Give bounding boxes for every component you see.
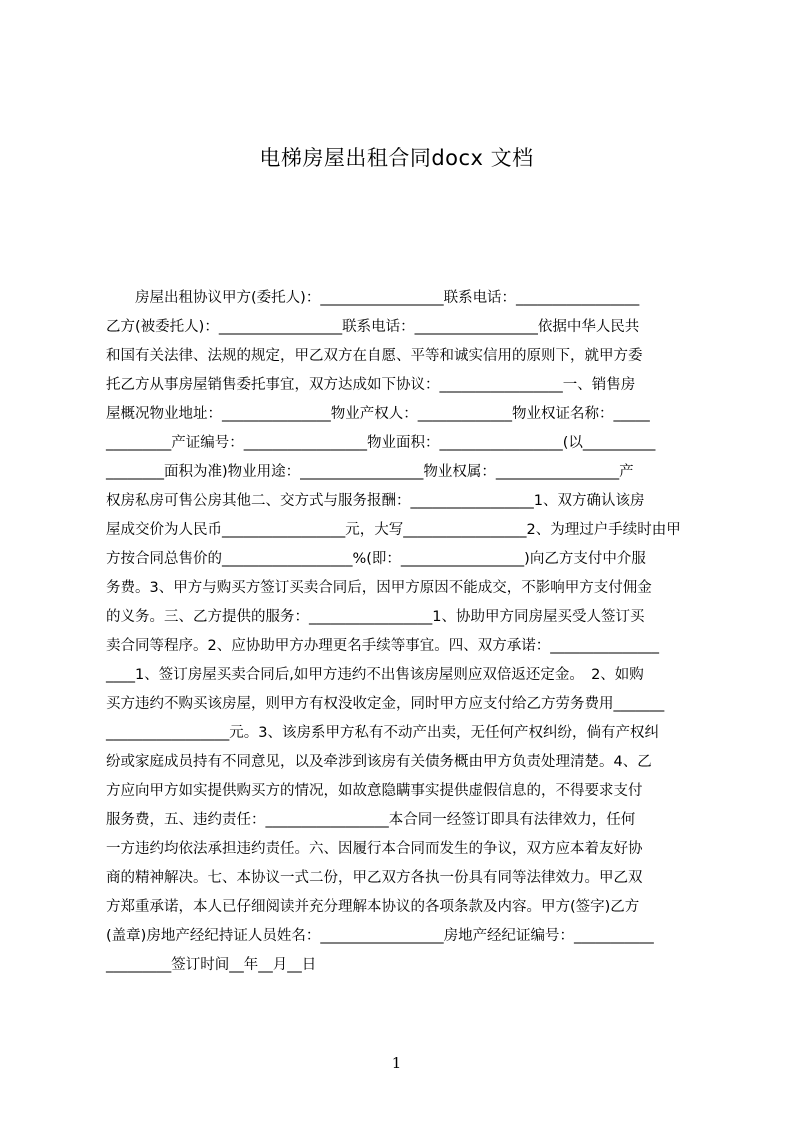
body-line: 务费。3、甲方与购买方签订买卖合同后，因甲方原因不能成交，不影响甲方支付佣金 [106,580,652,596]
body-line: ________面积为准)物业用途：_________________物业权属：_________________产 [106,464,634,480]
page-title: 电梯房屋出租合同docx 文档 [259,146,534,170]
body-line: 卖合同等程序。2、应协助甲方办理更名手续等事宜。四、双方承诺：_______________ [106,638,659,654]
body-line: 权房私房可售公房其他二、交方式与服务报酬：_________________1、双方确认该房 [106,493,645,509]
contract-body [106,284,700,973]
body-line: (盖章)房地产经纪持证人员姓名：_________________房地产经纪证编号：___________ [106,928,654,944]
body-line: 买方违约不购买该房屋，则甲方有权没收定金，同时甲方应支付给乙方劳务费用_______ [106,696,665,712]
body-line: 屋概况物业地址：_______________物业产权人：_____________物业权证名称：_____ [106,406,650,422]
body-line: 房屋出租协议甲方(委托人)：_________________联系电话：_________________ [106,290,640,306]
body-line: 服务费，五、违约责任：_________________本合同一经签订即具有法律效力，任何 [106,812,636,828]
body-line: 托乙方从事房屋销售委托事宜，双方达成如下协议：_________________一、销售房 [106,377,636,393]
body-line: 和国有关法律、法规的规定，甲乙双方在自愿、平等和诚实信用的原则下，就甲方委 [106,348,643,364]
body-line: 乙方(被委托人)：_________________联系电话：_________________依据中华人民共 [106,319,640,335]
body-line: ____1、签订房屋买卖合同后,如甲方违约不出售该房屋则应双倍返还定金。 2、如购 [106,667,644,683]
body-line: 纷或家庭成员持有不同意见，以及牵涉到该房有关债务概由甲方负责处理清楚。4、乙 [106,754,652,770]
body-line: 方按合同总售价的__________________%(即：_________________)向乙方支付中介服 [106,551,646,567]
body-line: 一方违约均依法承担违约责任。六、因履行本合同而发生的争议，双方应本着友好协 [106,841,643,857]
body-line: 的义务。三、乙方提供的服务：_________________1、协助甲方同房屋买受人签订买 [106,609,645,625]
body-line: 方郑重承诺，本人已仔细阅读并充分理解本协议的各项条款及内容。甲方(签字)乙方 [106,899,640,915]
body-line: 商的精神解决。七、本协议一式二份，甲乙双方各执一份具有同等法律效力。甲乙双 [106,870,643,886]
body-line: _________签订时间__年__月__日 [106,957,317,973]
body-line: _________产证编号：_________________物业面积：_________________(以__________ [106,435,656,451]
body-line: 屋成交价为人民币_________________元，大写_________________2、为理过户手续时由甲 [106,522,681,538]
body-line: _________________元。3、该房系甲方私有不动产出卖，无任何产权纠纷，倘有产权纠 [106,725,659,741]
body-line: 方应向甲方如实提供购买方的情况，如故意隐瞒事实提供虚假信息的，不得要求支付 [106,783,643,799]
page-number: 1 [391,1054,402,1072]
